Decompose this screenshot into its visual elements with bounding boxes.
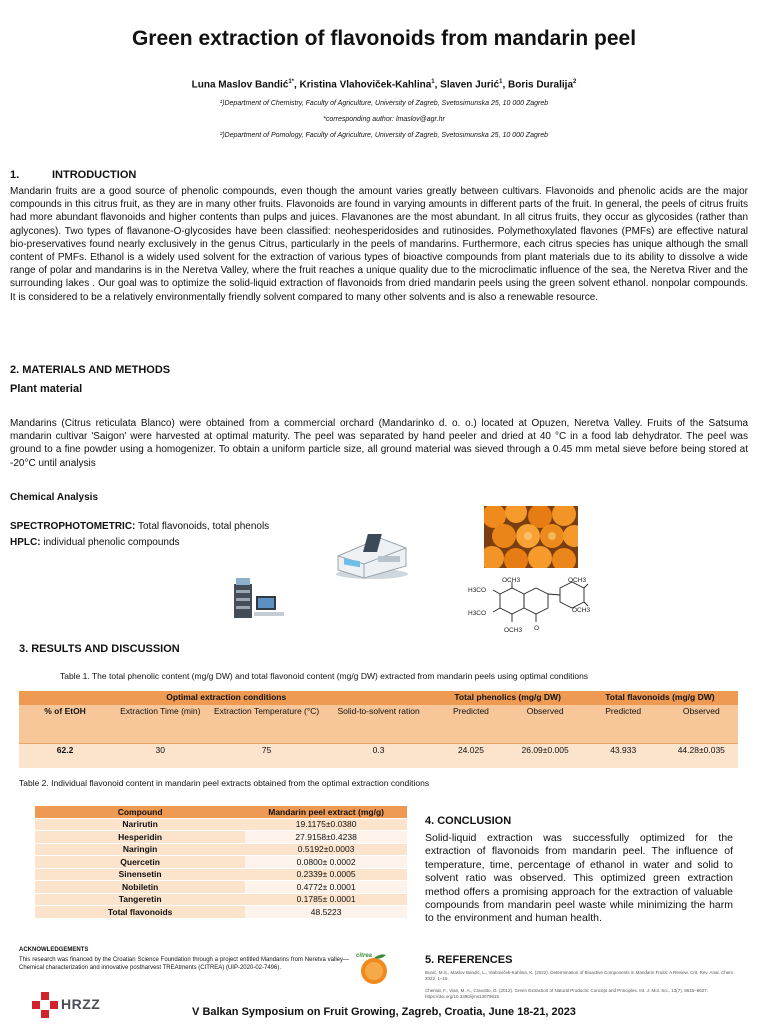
reference-item: Chemat, F., Vian, M. A., Cravotto, G. (2012). Green Extraction of Natural Products: Concept and Principles. Int. J. Mol. Sci., 13(7), 8615–8627. https://doi.org/10.3390/ijms13078615 — [425, 988, 709, 999]
struct-label: H3CO — [468, 587, 487, 594]
table1-cell: 24.025 — [433, 744, 508, 769]
author-line — [0, 79, 768, 90]
struct-label: OCH3 — [502, 577, 521, 584]
poster-title: Green extraction of flavonoids from mandarin peel — [131, 27, 637, 50]
table1-column-header: % of EtOH — [19, 705, 111, 744]
reference-item: Bunić, M.S., Maslov Bandić, L., Vlahoviček-Kahlina, K. (2022). Determination of Bioactive Components in Mandarin Fruits: A Review. Crit. Rev. Anal. Chem. 2022, 1–16. — [425, 970, 735, 981]
author-name: , Slaven Jurić — [434, 79, 500, 91]
hplc-label: HPLC: — [10, 537, 41, 548]
table1-column-header: Predicted — [433, 705, 508, 744]
chemical-analysis-heading: Chemical Analysis — [10, 492, 99, 503]
compound-value: 0.0800± 0.0002 — [245, 856, 407, 869]
table2-column-header: Mandarin peel extract (mg/g) — [245, 806, 407, 818]
references-heading: 5. REFERENCES — [425, 954, 513, 966]
hplc-text: individual phenolic compounds — [40, 537, 180, 548]
spectro-line — [10, 521, 269, 532]
author-sup: 1* — [288, 79, 294, 85]
compound-value: 48.5223 — [245, 906, 407, 919]
svg-text:O: O — [534, 625, 540, 632]
spectrophotometer-image — [330, 526, 410, 580]
table-row — [35, 893, 407, 906]
table-row — [35, 906, 407, 919]
compound-name: Naringin — [35, 843, 245, 856]
table-1 — [19, 691, 738, 768]
author-name: , Boris Duralija — [502, 79, 574, 91]
footer-conference: V Balkan Symposium on Fruit Growing, Zagreb, Croatia, June 18-21, 2023 — [192, 1006, 576, 1018]
intro-heading: INTRODUCTION — [52, 169, 137, 181]
table1-cell: 43.933 — [582, 744, 665, 769]
table1-column-header: Observed — [665, 705, 738, 744]
compound-value: 27.9158±0.4238 — [245, 831, 407, 844]
intro-number: 1. — [10, 169, 20, 181]
table-row — [19, 744, 738, 769]
methods-heading: 2. MATERIALS AND METHODS — [10, 364, 171, 376]
compound-name: Sinensetin — [35, 868, 245, 881]
conclusion-text: Solid-liquid extraction was successfully optimized for the extraction of flavonoids from mandarin peel. The influence of temperature, time, percentage of ethanol in water and solid to solvent ratio was observed. This optimized green extraction method offers a promising approach for the extraction of valuable compounds from mandarin peel waste while minimizing the harm to the environment and human health. — [425, 832, 733, 925]
struct-label: H3CO — [468, 610, 487, 617]
flavone-structure — [468, 576, 598, 638]
acknowledgements-text: This research was financed by the Croatian Science Foundation through a project entitled Mandarins from Neretva valley—Chemical characterization and innovative postharvest TREAtments (CITREA) (UIP-2020-02-7496). — [19, 957, 349, 971]
table2-column-header: Compound — [35, 806, 245, 818]
compound-value: 0.1785± 0.0001 — [245, 893, 407, 906]
compound-name: Tangeretin — [35, 893, 245, 906]
compound-name: Narirutin — [35, 818, 245, 831]
table1-cell: 0.3 — [324, 744, 434, 769]
struct-label: OCH3 — [572, 607, 591, 614]
hrzz-logo-text: HRZZ — [61, 996, 101, 1012]
citrea-logo-text: citrea — [356, 953, 373, 959]
table1-cell: 44.28±0.035 — [665, 744, 738, 769]
table-row — [35, 843, 407, 856]
table1-group-header: Total flavonoids (mg/g DW) — [582, 691, 738, 705]
table-row — [35, 881, 407, 894]
compound-value: 0.5192±0.0003 — [245, 843, 407, 856]
struct-label: OCH3 — [568, 577, 587, 584]
intro-text: Mandarin fruits are a good source of phenolic compounds, even though the amount varies greatly between cultivars. Flavonoids and phenolic acids are the major compounds in this citrus fruit, as they are in many other fruits. Flavonoids are found in varying amounts in different parts of the fruit. In general, the peels of citrus fruits had more abundant flavonoids and higher contents than pulps and juices. Flavanones are the most abundant. In all citrus fruits, they occur as glycosides (rather than aglycones). Two types of flavanone-O-glycosides have been classified: neohesperidosides and rutinosides. Polymethoxylated flavones (PMFs) are effective natural bio-preservatives found nearly exclusively in the genus Citrus, particularly in the peels of mandarins. Furthermore, each citrus species has unique although the small content of PMFs. Ethanol is a widely used solvent for the extraction of various types of bioactive compounds from plant materials due to its ability to dissolve a wide range of polar and mandarins is in the Neretva Valley, where the fruit reaches a unique quality due to the microclimatic influence of the sea, the Neretva River and the surrounding lakes . Our goal was to optimize the solid-liquid extraction of flavonoids from dried mandarin peels using the green solvent ethanol. nonpolar compounds. It is considered to be a relatively environmentally friendly solvent compared to many other solvents and is also a renewable resource. — [10, 186, 748, 303]
affiliation-1: ¹)Department of Chemistry, Faculty of Agriculture, University of Zagreb, Svetosimunska 25, 10 000 Zagreb — [219, 100, 549, 107]
author-sup: 2 — [573, 79, 577, 85]
table2-header-row — [35, 806, 407, 818]
table1-group-header-row — [19, 691, 738, 705]
mandarins-photo — [484, 506, 578, 568]
compound-name: Hesperidin — [35, 831, 245, 844]
table1-column-header: Predicted — [582, 705, 665, 744]
author-name: Luna Maslov Bandić — [191, 79, 289, 91]
table1-column-header-row — [19, 705, 738, 744]
hplc-line — [10, 537, 180, 548]
corresponding-author: *corresponding author: lmaslov@agr.hr — [323, 116, 445, 123]
conclusion-heading: 4. CONCLUSION — [425, 815, 512, 827]
table-row — [35, 831, 407, 844]
table-row — [35, 856, 407, 869]
table1-cell: 75 — [209, 744, 323, 769]
table1-column-header: Observed — [508, 705, 581, 744]
table1-group-header: Optimal extraction conditions — [19, 691, 433, 705]
table1-caption: Table 1. The total phenolic content (mg/g DW) and total flavonoid content (mg/g DW) extracted from mandarin peels using optimal conditions — [60, 671, 589, 681]
table1-group-header: Total phenolics (mg/g DW) — [433, 691, 581, 705]
compound-name: Quercetin — [35, 856, 245, 869]
author-sup: 1 — [431, 79, 435, 85]
table2-caption: Table 2. Individual flavonoid content in mandarin peel extracts obtained from the optimal extraction conditions — [19, 778, 430, 788]
spectro-label: SPECTROPHOTOMETRIC: — [10, 521, 136, 532]
spectro-text: Total flavonoids, total phenols — [135, 521, 270, 532]
results-heading: 3. RESULTS AND DISCUSSION — [19, 643, 180, 655]
compound-name: Nobiletin — [35, 881, 245, 894]
table1-column-header: Extraction Time (min) — [111, 705, 209, 744]
table-2 — [35, 806, 407, 919]
compound-value: 19.1175±0.0380 — [245, 818, 407, 831]
plant-material-text: Mandarins (Citrus reticulata Blanco) were obtained from a commercial orchard (Mandarinko d. o. o.) located at Opuzen, Neretva Valley. Fruits of the Satsuma mandarin cultivar 'Saigon' were harvested at optimal maturity. The peel was separated by hand peeler and dried at 40 °C in a food lab dehydrator. The peel was ground to a fine powder using a homogenizer. To obtain a uniform particle size, all ground material was sieved through a 0.45 mm metal sieve before being stored at -20°C until analysis — [10, 418, 748, 469]
plant-material-heading: Plant material — [10, 383, 83, 395]
author-sup: 1 — [499, 79, 503, 85]
table1-cell: 30 — [111, 744, 209, 769]
table1-cell: 62.2 — [19, 744, 111, 769]
author-name: , Kristina Vlahoviček-Kahlina — [294, 79, 432, 91]
compound-value: 0.2339± 0.0005 — [245, 868, 407, 881]
acknowledgements-heading: ACKNOWLEDGEMENTS — [19, 947, 89, 953]
struct-label: OCH3 — [504, 627, 523, 634]
compound-name: Total flavonoids — [35, 906, 245, 919]
table1-cell: 26.09±0.005 — [508, 744, 581, 769]
hplc-instrument-image — [232, 574, 288, 620]
table1-column-header: Solid-to-solvent ration — [324, 705, 434, 744]
affiliation-2: ²)Department of Pomology, Faculty of Agriculture, University of Zagreb, Svetosimunska 25, 10 000 Zagreb — [220, 132, 548, 139]
table-row — [35, 868, 407, 881]
table-row — [35, 818, 407, 831]
compound-value: 0.4772± 0.0001 — [245, 881, 407, 894]
table1-column-header: Extraction Temperature (°C) — [209, 705, 323, 744]
